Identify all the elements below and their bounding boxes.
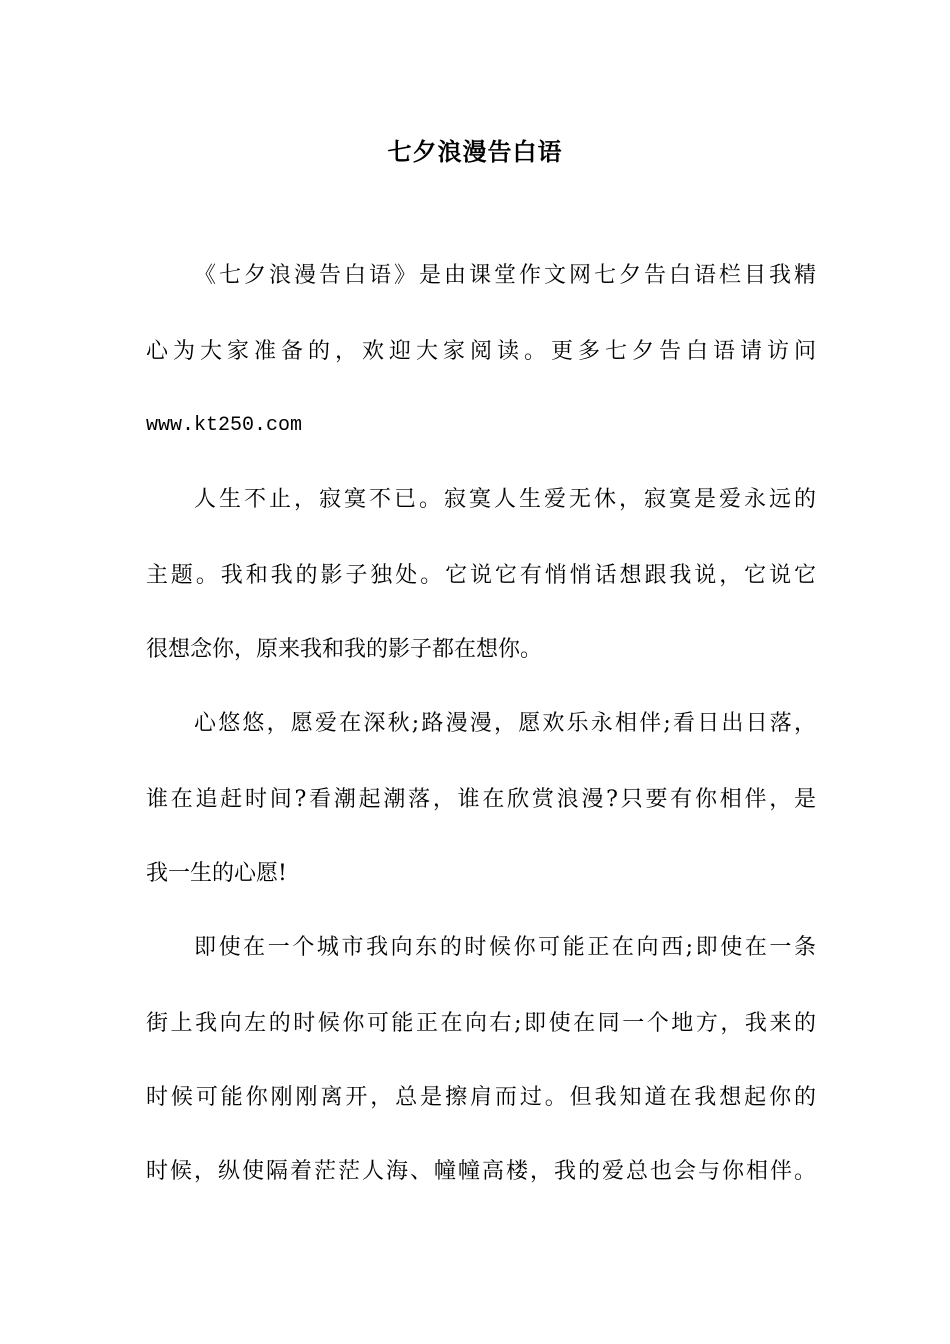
paragraph-line: 谁在追赶时间?看潮起潮落，谁在欣赏浪漫?只要有你相伴，是 [146,787,816,812]
paragraph-line: 即使在一个城市我向东的时候你可能正在向西;即使在一条 [194,935,816,960]
paragraph-line: 主题。我和我的影子独处。它说它有悄悄话想跟我说，它说它 [146,563,816,588]
paragraph-link-line: www.kt250.com [146,414,303,437]
document-title: 七夕浪漫告白语 [387,137,563,166]
paragraph-line: 时候可能你刚刚离开，总是擦肩而过。但我知道在我想起你的 [146,1085,816,1110]
paragraph-line: 《七夕浪漫告白语》是由课堂作文网七夕告白语栏目我精 [194,263,816,288]
paragraph-line: 心为大家准备的，欢迎大家阅读。更多七夕告白语请访问 [146,339,816,364]
paragraph-line: 我一生的心愿! [146,861,287,886]
paragraph-line: 很想念你，原来我和我的影子都在想你。 [146,637,543,662]
paragraph-line: 街上我向左的时候你可能正在向右;即使在同一个地方，我来的 [146,1011,816,1036]
paragraph-line: 人生不止，寂寞不已。寂寞人生爱无休，寂寞是爱永远的 [194,487,816,512]
paragraph-line: 心悠悠，愿爱在深秋;路漫漫，愿欢乐永相伴;看日出日落， [194,711,816,736]
paragraph-line: 时候，纵使隔着茫茫人海、幢幢高楼，我的爱总也会与你相伴。 [146,1159,816,1184]
